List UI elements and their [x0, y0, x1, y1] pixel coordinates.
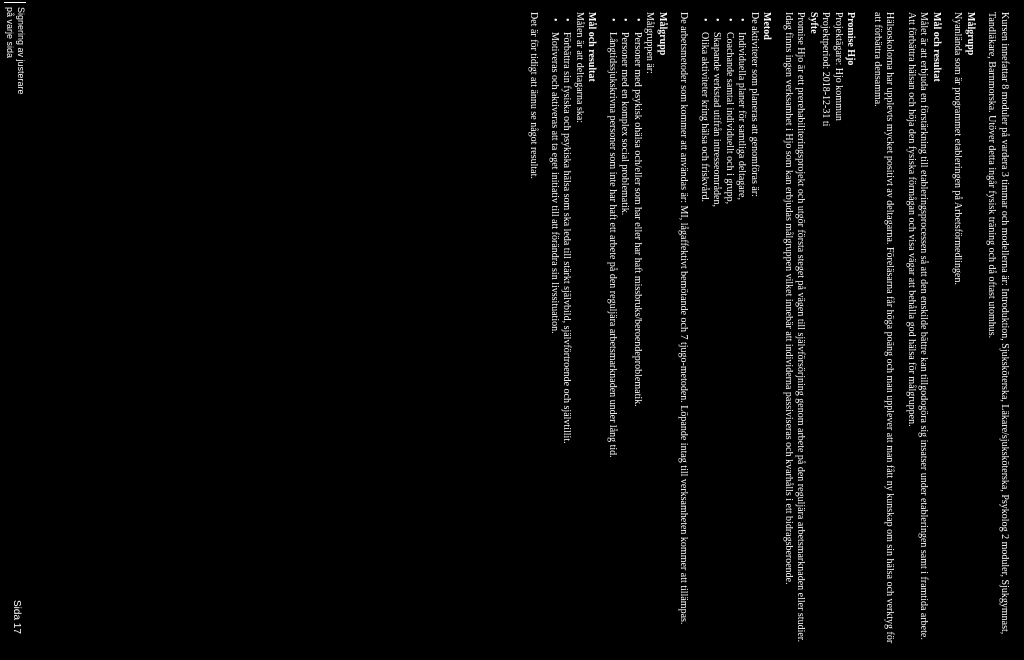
list-item: • Personer med psykisk ohälsa och/eller som har eller har haft missbruks/beroendeproblematik.	[631, 12, 644, 652]
metod-heading: Metod	[761, 12, 773, 40]
health-school-section	[871, 12, 977, 652]
list-item: • Långtidssjukskrivna personer som inte har haft ett arbete på den reguljära arbetsmarknaden under lång tid.	[606, 12, 619, 652]
intro-paragraph: Kursen innefattar 8 moduler på vardera 3 timmar och modellerna är: Introduktion, Sjuksköterska, Läkare/sjuksköterska, Psykolog 2 moduler, Sjukgymnast, Tandläkare, Barnmorska. Utöver detta ingår fysisk träning och då oftast utomhus.	[986, 12, 1010, 635]
mal-heading: Mål och resultat	[931, 12, 942, 82]
mal-text: Målet är att erbjuda en förstärkning till etableringsprocessen så att den enskilde bättre kan tillgodogöra sig insatser under etableringen samt i framtida arbete. Att förbättra hälsan och höja den fysiska förmågan och visa vägar att behålla god hälsa för målgruppen.	[906, 12, 930, 640]
signature-note	[4, 2, 26, 127]
project-period: Projektperiod: 2018-12-31 ti	[820, 12, 832, 127]
list-item: • Personer med en komplex social problematik.	[618, 12, 631, 652]
mal2-heading: Mål och resultat	[586, 12, 598, 82]
malgrupp2-heading: Målgrupp	[657, 12, 668, 56]
malgrupp-list	[606, 12, 644, 652]
document-body	[513, 12, 1010, 652]
malgrupp2-intro: Målgruppen är:	[644, 12, 656, 74]
mal-list	[548, 12, 573, 652]
list-item: • Olika aktiviteter kring hälsa och friskvård.	[698, 12, 711, 652]
result2-text: Det är för tidigt att ännu se något resultat.	[528, 12, 540, 179]
signature-line-2: på varje sida	[5, 7, 15, 59]
signature-line-1: Signering av justerare	[16, 7, 26, 95]
syfte-text: Promise Hjo är ett prerehabiliteringsprojekt och utgör första steget på vägen till självförsörjning genom arbete på den reguljära arbetsmarknaden eller studier. Idag finns ingen verksamhet i Hjo som kan erbjudas målgruppen vilket innebär att individerna passiviseras och kvarhålls i ett bidragsberoende.	[783, 12, 807, 643]
malgrupp-heading: Målgrupp	[965, 12, 976, 56]
list-item: • Coachande samtal individuellt och i grupp,	[723, 12, 736, 652]
metod-intro: De aktiviteter som planeras att genomföras är:	[749, 12, 760, 197]
metod-list	[698, 12, 748, 652]
result-text: Hälsoskolorna har upplevts mycket positivt av deltagarna. Föreläsarna får höga poäng och man upplever att man fått ny kunskap om sin hälsa och verktyg för att förbättra densamma.	[872, 12, 896, 644]
mal2-intro: Målen är att deltagarna ska:	[574, 12, 585, 124]
project-owner: Projektägare: Hjo kommun	[833, 12, 844, 121]
list-item: • Skapande verkstad utifrån intresseområden,	[710, 12, 723, 652]
page-number: Sida 17	[11, 600, 22, 634]
list-item: • Förbättra sin fysiska och psykiska hälsa som ska leda till stärkt självbild, självförtroende och självtillit.	[560, 12, 573, 652]
list-item: • Motiveras och aktiveras att ta eget initiativ till att förändra sin livssituation.	[548, 12, 561, 652]
malgrupp-text: Nyanlända som är programmet etableringen på Arbetsförmedlingen.	[952, 12, 964, 285]
metod-after-text: De arbetsmetoder som kommer att användas är: MI, lågaffektivt bemötande och 7 tjugo-metoden. Löpande intag till verksamheten kommer att tillämpas.	[678, 12, 690, 625]
list-item: • Individuella planer för samtliga deltagare,	[735, 12, 748, 652]
syfte-heading: Syfte	[808, 12, 819, 34]
promise-hjo-section	[527, 12, 857, 652]
project-title: Promise Hjo	[845, 12, 857, 66]
